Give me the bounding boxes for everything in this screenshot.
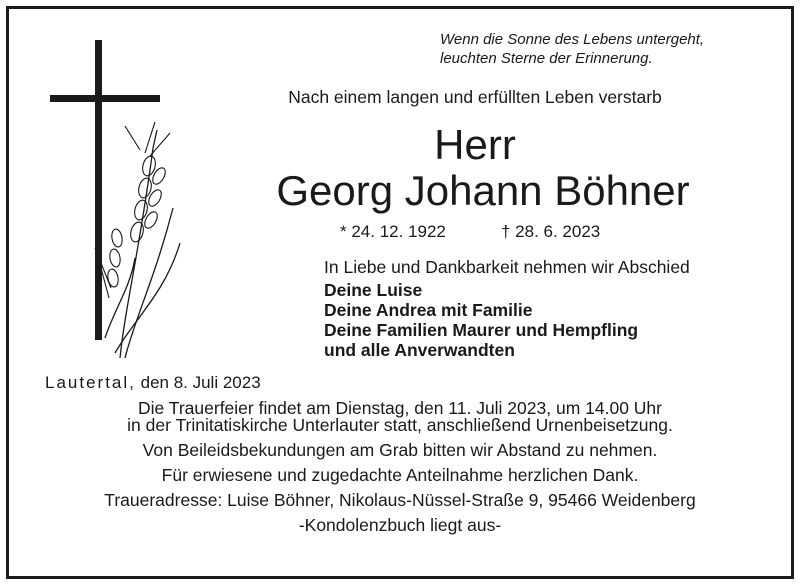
funeral-line-1: Die Trauerfeier findet am Dienstag, den 11. Juli 2023, um 14.00 Uhr [138,398,662,418]
salutation: Herr [434,121,516,168]
death-date: † 28. 6. 2023 [501,222,601,241]
funeral-line-2: in der Trinitatiskirche Unterlauter statt, anschließend Urnenbeisetzung. [127,415,673,435]
mourner-line: Deine Luise [324,280,423,300]
place-town: Lautertal, [45,373,136,392]
motto-line-1: Wenn die Sonne des Lebens untergeht, [440,31,705,48]
mourner-line: Deine Andrea mit Familie [324,300,533,320]
place-date [45,373,261,393]
birth-date: * 24. 12. 1922 [340,222,446,241]
mourner-line: Deine Familien Maurer und Hempfling [324,320,639,340]
mourners-list [324,280,638,360]
service-details [0,400,800,534]
guestbook-note: -Kondolenzbuch liegt aus- [298,515,502,535]
motto [440,30,704,68]
intro-text: Nach einem langen und erfüllten Leben verstarb [288,87,662,107]
mourner-line: und alle Anverwandten [324,340,515,360]
place-date-text: den 8. Juli 2023 [135,373,261,392]
deceased-name: Georg Johann Böhner [276,167,690,214]
mourning-address: Traueradresse: Luise Böhner, Nikolaus-Nüssel-Straße 9, 95466 Weidenberg [104,490,696,510]
gratitude-note: Für erwiesene und zugedachte Anteilnahme herzlichen Dank. [161,465,639,485]
motto-line-2: leuchten Sterne der Erinnerung. [440,50,653,67]
condolence-note: Von Beileidsbekundungen am Grab bitten wir Abstand zu nehmen. [142,440,658,460]
farewell-text: In Liebe und Dankbarkeit nehmen wir Abschied [324,257,690,277]
